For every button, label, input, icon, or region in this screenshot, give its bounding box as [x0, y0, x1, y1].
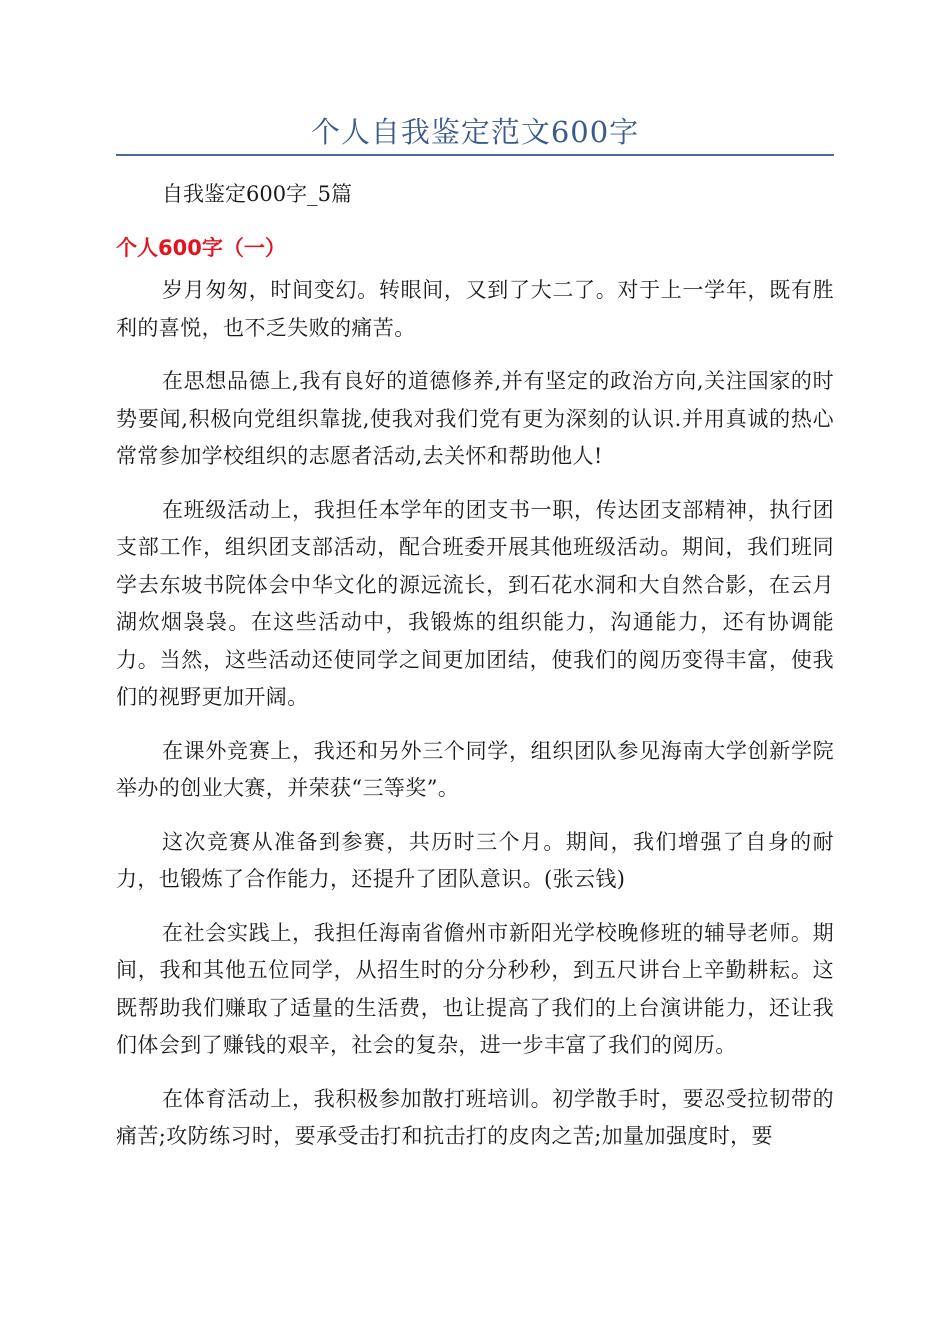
paragraph: 在思想品德上,我有良好的道德修养,并有坚定的政治方向,关注国家的时势要闻,积极向党组织靠拢,使我对我们党有更为深刻的认识.并用真诚的热心常常参加学校组织的志愿者活动,去关怀和帮助他人!: [116, 369, 834, 468]
paragraph: 在课外竞赛上，我还和另外三个同学，组织团队参见海南大学创新学院举办的创业大赛，并荣获“三等奖”。: [116, 738, 834, 800]
paragraph: 这次竞赛从准备到参赛，共历时三个月。期间，我们增强了自身的耐力，也锻炼了合作能力，还提升了团队意识。(张云钱): [116, 829, 834, 891]
document-body: [116, 176, 834, 1172]
section-heading: 个人600字（一）: [116, 236, 286, 260]
paragraph: 岁月匆匆，时间变幻。转眼间，又到了大二了。对于上一学年，既有胜利的喜悦，也不乏失败的痛苦。: [116, 278, 834, 340]
title-divider: [116, 154, 834, 156]
paragraph: 在体育活动上，我积极参加散打班培训。初学散手时，要忍受拉韧带的痛苦;攻防练习时，要承受击打和抗击打的皮肉之苦;加量加强度时，要: [116, 1086, 834, 1148]
paragraph: 在社会实践上，我担任海南省儋州市新阳光学校晚修班的辅导老师。期间，我和其他五位同学，从招生时的分分秒秒，到五尺讲台上辛勤耕耘。这既帮助我们赚取了适量的生活费，也让提高了我们的上台演讲能力，还让我们体会到了赚钱的艰辛，社会的复杂，进一步丰富了我们的阅历。: [116, 920, 834, 1057]
paragraph: 在班级活动上，我担任本学年的团支书一职，传达团支部精神，执行团支部工作，组织团支部活动，配合班委开展其他班级活动。期间，我们班同学去东坡书院体会中华文化的源远流长，到石花水洞和大自然合影，在云月湖炊烟袅袅。在这些活动中，我锻炼的组织能力，沟通能力，还有协调能力。当然，这些活动还使同学之间更加团结，使我们的阅历变得丰富，使我们的视野更加开阔。: [116, 497, 834, 709]
document-subtitle: 自我鉴定600字_5篇: [162, 182, 352, 206]
document-title: 个人自我鉴定范文600字: [310, 115, 640, 149]
